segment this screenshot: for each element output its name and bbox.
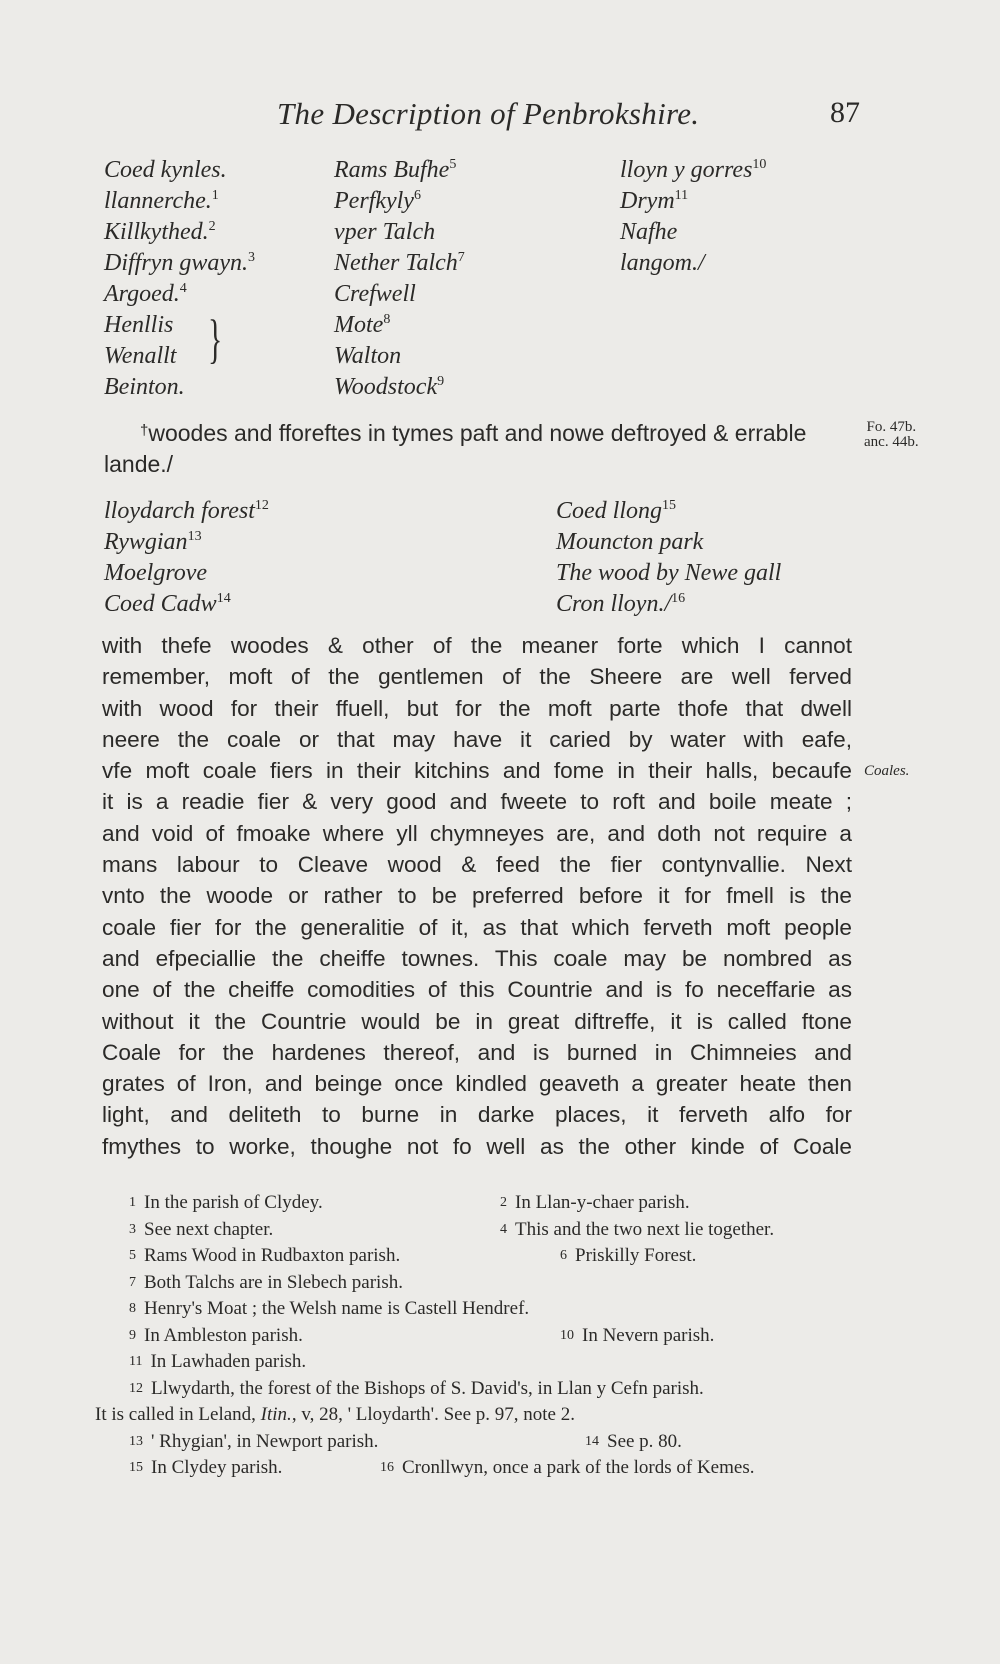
footnote-row: 11 In Lawhaden parish.	[129, 1351, 307, 1372]
list-item: Diffryn gwayn.$^3$	[104, 250, 255, 276]
footnote-row: 15 In Clydey parish. 16 Cronllwyn, once a park of the lords of Kemes.	[129, 1457, 755, 1478]
list-item: Mote$^8$	[334, 312, 391, 338]
list-item: Coed llong$^{15}$	[556, 498, 676, 524]
footnote-row: 12 Llwydarth, the forest of the Bishops of S. David's, in Llan y Cefn parish.	[129, 1377, 704, 1399]
text-line: vfe moft coale fiers in their kitchins and fome in their halls, becaufe	[102, 758, 852, 784]
list-item: llannerche.$^1$	[104, 188, 219, 214]
list-item: langom./	[620, 250, 705, 276]
list-item: Rams Bufhe$^5$	[334, 157, 457, 183]
text-line: and void of fmoake where yll chymneyes are, and doth not require a	[102, 820, 852, 846]
text-line: neere the coale or that may have it caried by water with eafe,	[102, 726, 852, 752]
text-line: one of the cheiffe comodities of this Countrie and is fo neceffarie as	[102, 977, 852, 1003]
footnote-row: 5 Rams Wood in Rudbaxton parish. 6 Priskilly Forest.	[129, 1245, 697, 1266]
running-title: The Description of Penbrokshire.	[277, 96, 700, 131]
text-line: light, and deliteth to burne in darke places, it ferveth alfo for	[102, 1102, 852, 1128]
text-line: without it the Countrie would be in great diftreffe, it is called ftone	[102, 1008, 852, 1034]
text-line: remember, moft of the gentlemen of the Sheere are well ferved	[102, 664, 852, 690]
footnotes	[95, 1190, 855, 1482]
brace-mark: }	[208, 309, 223, 369]
woods-heading: †woodes and fforeftes in tymes paft and nowe deftroyed & errable lande./	[104, 420, 807, 477]
text-line: coale fier for the generalitie of it, as that which ferveth moft people	[102, 914, 852, 940]
list-item: Argoed.$^4$	[104, 281, 187, 307]
list-item: Killkythed.$^2$	[104, 219, 216, 245]
forest-list-col2	[556, 496, 781, 620]
list-item: The wood by Newe gall	[556, 560, 782, 586]
text-line: grates of Iron, and beinge once kindled geaveth a greater heate then	[102, 1071, 852, 1097]
text-line: mans labour to Cleave wood & feed the fier contynvallie. Next	[102, 852, 852, 878]
page-number: 87	[830, 96, 860, 129]
text-line: with wood for their ffuell, but for the moft parte thofe that dwell	[102, 695, 852, 721]
footnote-row: 1 In the parish of Clydey. 2 In Llan-y-chaer parish.	[129, 1192, 690, 1213]
text-line: vnto the woode or rather to be preferred before it for fmell is the	[102, 883, 852, 909]
list-item: Drym$^{11}$	[620, 188, 689, 214]
body-paragraph	[102, 630, 852, 1162]
footnote-row: It is called in Leland, Itin., v, 28, ' Lloydarth'. See p. 97, note 2.	[95, 1404, 575, 1425]
list-item: Wenallt	[104, 343, 177, 369]
margin-coales-note: Coales.	[864, 763, 910, 779]
list-item: Nafhe	[620, 219, 678, 245]
list-item: Walton	[334, 343, 402, 369]
list-item: Perfkyly$^6$	[334, 188, 421, 214]
list-item: lloyn y gorres$^{10}$	[620, 157, 767, 183]
place-list-col3	[620, 155, 766, 279]
text-line: Coale for the hardenes thereof, and is burned in Chimneies and	[102, 1039, 852, 1065]
dagger-marker: †	[140, 422, 149, 439]
list-item: vper Talch	[334, 219, 436, 245]
list-item: Woodstock$^9$	[334, 374, 445, 400]
text-line: fmythes to worke, thoughe not fo well as the other kinde of Coale	[102, 1133, 852, 1159]
place-list-col1	[104, 155, 255, 403]
footnote-row: 3 See next chapter. 4 This and the two next lie together.	[129, 1218, 775, 1240]
list-item: Mouncton park	[556, 529, 704, 555]
list-item: Coed kynles.	[104, 157, 227, 183]
list-item: Crefwell	[334, 281, 416, 307]
list-item: Cron lloyn./$^{16}$	[556, 591, 686, 617]
text-line: and efpeciallie the cheiffe townes. This coale may be nombred as	[102, 945, 852, 971]
footnote-row: 9 In Ambleston parish. 10 In Nevern parish.	[129, 1324, 715, 1346]
list-item: Coed Cadw$^{14}$	[104, 591, 231, 617]
text-line: it is a readie fier & very good and fweete to roft and boile meate ;	[102, 789, 852, 815]
list-item: Henllis	[104, 312, 174, 338]
footnote-row: 13 ' Rhygian', in Newport parish. 14 See p. 80.	[129, 1430, 682, 1452]
list-item: Moelgrove	[104, 560, 208, 586]
text-line: with thefe woodes & other of the meaner forte which I cannot	[102, 633, 852, 658]
margin-folio-note: Fo. 47b. anc. 44b.	[864, 419, 919, 450]
list-item: Nether Talch$^7$	[334, 250, 465, 276]
footnote-row: 7 Both Talchs are in Slebech parish.	[129, 1271, 403, 1293]
footnote-row: 8 Henry's Moat ; the Welsh name is Castell Hendref.	[129, 1298, 530, 1319]
list-item: Rywgian$^{13}$	[104, 529, 202, 555]
place-list-col2	[334, 155, 465, 403]
list-item: lloydarch forest$^{12}$	[104, 498, 269, 524]
forest-list-col1	[104, 496, 269, 620]
list-item: Beinton.	[104, 374, 185, 400]
